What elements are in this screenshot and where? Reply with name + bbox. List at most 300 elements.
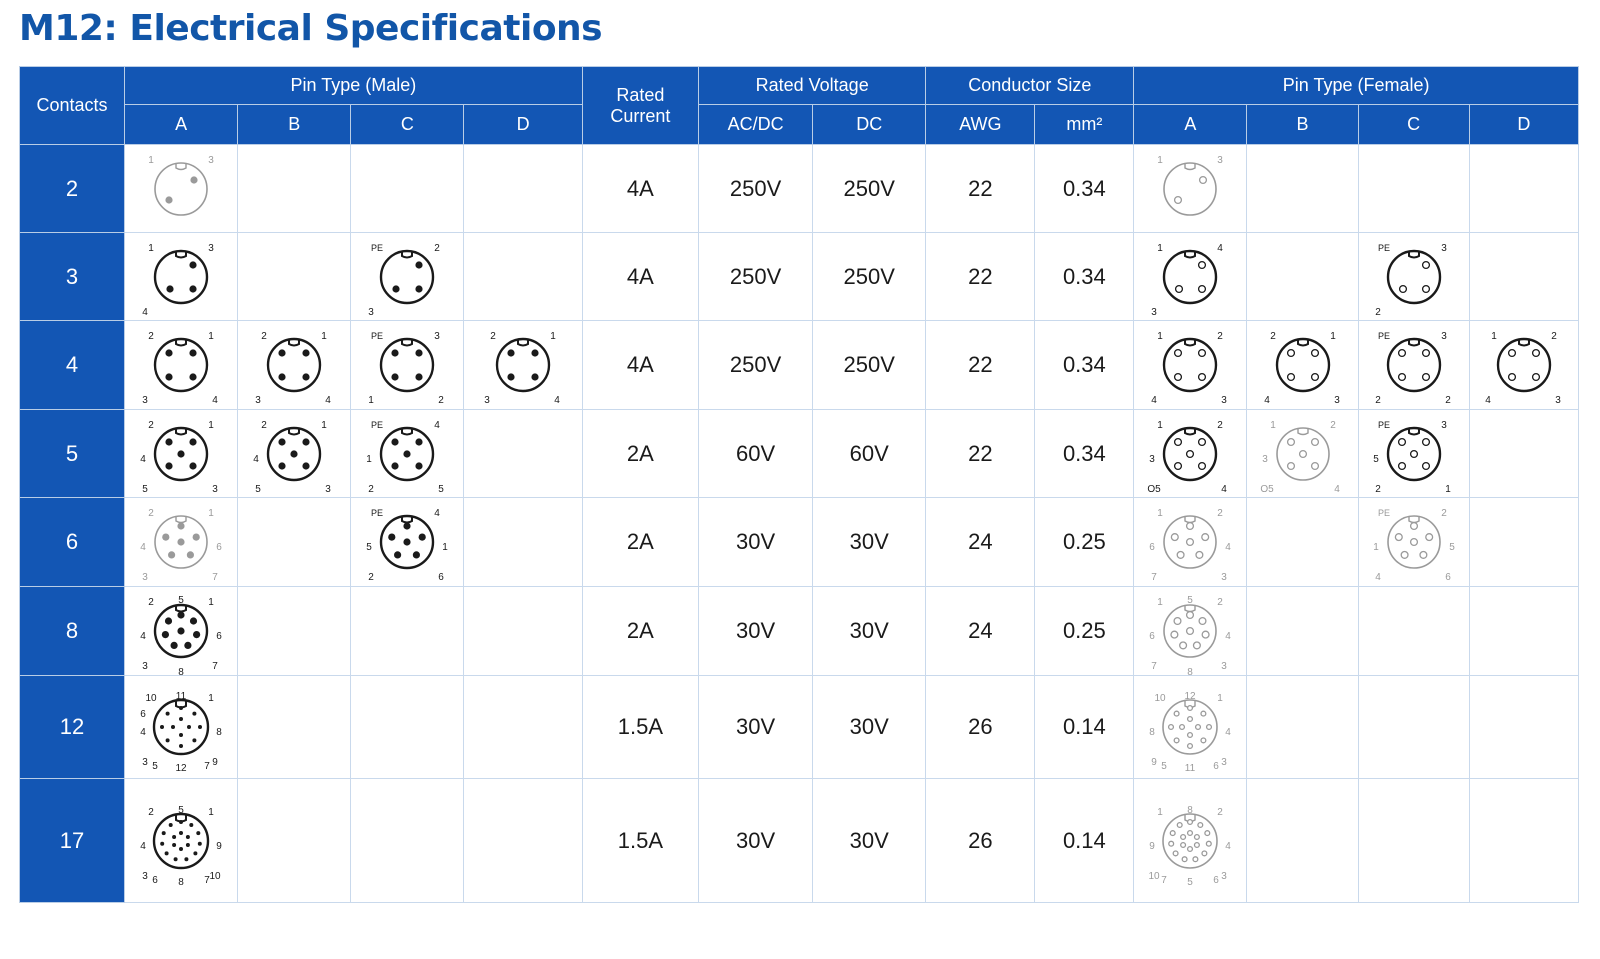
dc-voltage-cell: 250V	[813, 145, 926, 233]
contact-pin	[184, 857, 188, 861]
female-pin-cell-d	[1469, 233, 1578, 321]
pinout-diagram	[1374, 330, 1454, 406]
table-row	[20, 233, 1579, 321]
pin-label: 2	[434, 242, 441, 254]
rated-current-cell: 2A	[582, 498, 698, 587]
pin-label: 12	[1184, 691, 1196, 702]
male-pin-cell-b	[238, 587, 351, 676]
contact-pin	[1188, 830, 1193, 835]
m12-6pin-male-a-icon	[140, 507, 222, 583]
m12-2pin-female-a-icon	[1150, 154, 1230, 224]
contact-pin	[1198, 822, 1203, 827]
female-pin-cell-c	[1358, 676, 1469, 779]
contact-pin	[1169, 725, 1174, 730]
contact-pin	[1175, 462, 1182, 469]
contact-pin	[1202, 851, 1207, 856]
contact-pin	[1420, 552, 1427, 559]
pin-label: PE	[371, 508, 384, 518]
male-pin-cell-d	[464, 321, 582, 410]
pin-label: 3	[368, 306, 375, 318]
pin-label: 10	[1148, 870, 1160, 882]
pin-label: 9	[216, 840, 222, 852]
female-pin-cell-a	[1134, 321, 1247, 410]
m12-4pin-female-a-icon	[1150, 330, 1230, 406]
pin-label: 4	[140, 840, 146, 852]
pin-label: 6	[1149, 631, 1156, 642]
contact-pin	[303, 438, 310, 445]
m12-8pin-male-a-icon	[140, 595, 222, 678]
mm2-cell: 0.14	[1035, 779, 1134, 903]
male-pin-cell-b	[238, 233, 351, 321]
table-row	[20, 498, 1579, 587]
contact-pin	[1188, 733, 1193, 738]
pin-label: 5	[178, 595, 184, 606]
contact-pin	[1287, 438, 1294, 445]
m12-6pin-female-a-icon	[1149, 507, 1232, 583]
contact-pin	[532, 349, 539, 356]
pin-label: 2	[1329, 419, 1336, 431]
contact-pin	[1287, 374, 1294, 381]
contact-pin	[1193, 856, 1198, 861]
contact-pin	[165, 438, 172, 445]
contact-pin	[1171, 830, 1176, 835]
contact-pin	[508, 349, 515, 356]
female-pin-cell-d	[1469, 145, 1578, 233]
contact-pin	[1201, 738, 1206, 743]
pin-label: 1	[321, 331, 328, 342]
pin-label: 4	[253, 453, 260, 465]
header-female-d: D	[1469, 105, 1578, 145]
awg-cell: 24	[926, 498, 1035, 587]
pin-label: 1	[1217, 693, 1224, 704]
pinout-diagram	[1148, 804, 1232, 888]
contact-pin	[1205, 830, 1210, 835]
table-row	[20, 410, 1579, 498]
header-male-c: C	[351, 105, 464, 145]
pin-label: 5	[1187, 595, 1194, 606]
contact-pin	[193, 631, 200, 638]
pin-label: 2	[1217, 508, 1224, 519]
pinout-diagram	[367, 330, 447, 406]
pinout-diagram	[140, 507, 222, 583]
contact-pin	[1200, 176, 1207, 183]
pin-label: 1	[442, 542, 449, 553]
m12-4pin-female-d-icon	[1484, 330, 1564, 406]
contact-pin	[1311, 462, 1318, 469]
female-pin-cell-d	[1469, 676, 1578, 779]
contacts-count: 3	[20, 233, 125, 321]
contact-pin	[172, 843, 176, 847]
m12-4pin-male-c-icon	[367, 330, 447, 406]
contact-pin	[279, 462, 286, 469]
contact-pin	[198, 841, 202, 845]
pin-label: 1	[1269, 419, 1276, 431]
contact-pin	[184, 642, 191, 649]
m12-4pin-male-b-icon	[254, 330, 334, 406]
contacts-count: 5	[20, 410, 125, 498]
male-pin-cell-c	[351, 233, 464, 321]
pin-label: 2	[1551, 331, 1557, 342]
male-pin-cell-a	[125, 321, 238, 410]
pinout-diagram	[1150, 330, 1230, 406]
mm2-cell: 0.34	[1035, 233, 1134, 321]
pin-label: 10	[209, 870, 221, 882]
contact-pin	[1175, 711, 1180, 716]
female-pin-cell-c	[1358, 498, 1469, 587]
pin-label: 9	[1151, 757, 1158, 768]
contact-pin	[1401, 552, 1408, 559]
contact-pin	[1174, 851, 1179, 856]
pin-label: 4	[140, 631, 146, 642]
contacts-count: 6	[20, 498, 125, 587]
m12-6pin-male-c-icon	[366, 507, 449, 583]
contact-pin	[168, 551, 175, 558]
contact-pin	[1422, 350, 1429, 357]
contact-pin	[1422, 462, 1429, 469]
contact-pin	[1422, 285, 1429, 292]
contact-pin	[1183, 856, 1188, 861]
pin-label: 4	[434, 419, 441, 431]
female-pin-cell-a	[1134, 498, 1247, 587]
pin-label: 2	[1444, 395, 1451, 406]
contacts-count: 4	[20, 321, 125, 410]
pin-label: 3	[208, 242, 214, 254]
contact-pin	[1311, 438, 1318, 445]
contact-pin	[186, 835, 190, 839]
pin-label: 2	[148, 508, 154, 519]
contact-pin	[1188, 706, 1193, 711]
pin-label: 9	[212, 757, 218, 768]
contact-pin	[189, 823, 193, 827]
contact-pin	[196, 831, 200, 835]
contact-pin	[177, 627, 184, 634]
pin-label: 11	[1185, 763, 1196, 774]
contact-pin	[1398, 374, 1405, 381]
contact-pin	[1399, 285, 1406, 292]
contact-pin	[1180, 725, 1185, 730]
m12-5pin-female-b-icon	[1259, 419, 1343, 495]
ac-dc-voltage-cell: 30V	[698, 498, 812, 587]
pin-label: 5	[255, 483, 262, 495]
pin-label: O5	[1147, 483, 1162, 495]
connector-body	[155, 163, 207, 215]
header-ac-dc: AC/DC	[698, 105, 812, 145]
pin-label: 3	[1440, 419, 1447, 431]
awg-cell: 26	[926, 779, 1035, 903]
contact-pin	[189, 462, 196, 469]
table-row	[20, 145, 1579, 233]
pin-label: 5	[1448, 542, 1455, 553]
pin-label: 1	[208, 419, 214, 431]
pin-label: 3	[1221, 572, 1228, 583]
header-rated-current-label: Rated Current	[610, 84, 671, 126]
female-pin-cell-b	[1247, 321, 1358, 410]
pin-label: 8	[1187, 804, 1194, 816]
m12-6pin-female-c-icon	[1372, 507, 1455, 583]
m12-12pin-female-a-icon	[1149, 691, 1232, 774]
pin-label: 1	[1157, 154, 1164, 166]
contact-pin	[416, 261, 423, 268]
female-pin-cell-c	[1358, 587, 1469, 676]
ac-dc-voltage-cell: 250V	[698, 233, 812, 321]
contact-pin	[394, 551, 401, 558]
header-male-d: D	[464, 105, 582, 145]
male-pin-cell-a	[125, 587, 238, 676]
female-pin-cell-a	[1134, 145, 1247, 233]
pin-label: 1	[368, 395, 375, 406]
pin-label: PE	[1377, 508, 1390, 518]
connector-body	[1164, 339, 1216, 391]
pin-label: 11	[175, 691, 187, 702]
m12-5pin-female-a-icon	[1147, 419, 1230, 495]
male-pin-cell-a	[125, 779, 238, 903]
m12-3pin-male-a-icon	[141, 242, 221, 318]
m12-3pin-female-c-icon	[1374, 242, 1454, 318]
contact-pin	[1203, 631, 1210, 638]
ac-dc-voltage-cell: 30V	[698, 779, 812, 903]
pin-label: 4	[212, 395, 218, 406]
contact-pin	[404, 538, 411, 545]
contact-pin	[508, 373, 515, 380]
m12-4pin-male-a-icon	[141, 330, 221, 406]
header-male-b: B	[238, 105, 351, 145]
contact-pin	[1174, 618, 1181, 625]
contact-pin	[279, 373, 286, 380]
connector-body	[1388, 339, 1440, 391]
contact-pin	[1425, 534, 1432, 541]
pin-label: 3	[484, 395, 490, 406]
contact-pin	[177, 450, 184, 457]
contact-pin	[165, 349, 172, 356]
contact-pin	[165, 373, 172, 380]
m12-4pin-female-b-icon	[1263, 330, 1343, 406]
male-pin-cell-d	[464, 410, 582, 498]
pin-label: 5	[366, 542, 373, 553]
contact-pin	[162, 534, 169, 541]
pin-label: 3	[1221, 757, 1228, 768]
contact-pin	[1398, 350, 1405, 357]
male-pin-cell-d	[464, 779, 582, 903]
pin-label: 8	[1149, 727, 1156, 738]
contact-pin	[413, 551, 420, 558]
female-pin-cell-b	[1247, 498, 1358, 587]
contact-pin	[416, 438, 423, 445]
mm2-cell: 0.34	[1035, 410, 1134, 498]
pinout-diagram	[1374, 242, 1454, 318]
pin-label: 2	[148, 806, 154, 818]
contact-pin	[189, 285, 196, 292]
contact-pin	[1188, 819, 1193, 824]
contact-pin	[416, 285, 423, 292]
pin-label: 2	[1217, 806, 1224, 818]
male-pin-cell-b	[238, 779, 351, 903]
contact-pin	[1199, 374, 1206, 381]
contact-pin	[166, 738, 170, 742]
pinout-diagram	[141, 242, 221, 318]
header-pin-type-female: Pin Type (Female)	[1134, 67, 1579, 105]
pinout-diagram	[1372, 507, 1455, 583]
pin-label: 2	[438, 395, 445, 406]
pin-label: 2	[1217, 597, 1224, 608]
female-pin-cell-a	[1134, 676, 1247, 779]
pin-label: 1	[208, 597, 214, 608]
pin-label: 2	[1269, 331, 1276, 342]
m12-17pin-male-a-icon	[140, 804, 222, 888]
contact-pin	[179, 717, 183, 721]
pin-label: 4	[1333, 483, 1340, 495]
pinout-diagram	[1263, 330, 1343, 406]
contact-pin	[1199, 261, 1206, 268]
contact-pin	[1202, 534, 1209, 541]
contact-pin	[1287, 350, 1294, 357]
pin-label: 2	[261, 419, 268, 431]
connector-body	[1388, 251, 1440, 303]
pin-label: 1	[208, 693, 214, 704]
pin-label: 1	[1157, 597, 1164, 608]
pinout-diagram	[1259, 419, 1343, 495]
rated-current-cell: 2A	[582, 587, 698, 676]
pin-label: 2	[1374, 483, 1381, 495]
contact-pin	[1299, 450, 1306, 457]
contact-pin	[171, 725, 175, 729]
pin-label: 3	[142, 870, 148, 882]
mm2-cell: 0.25	[1035, 498, 1134, 587]
mm2-cell: 0.34	[1035, 321, 1134, 410]
female-pin-cell-d	[1469, 321, 1578, 410]
rated-current-cell: 4A	[582, 321, 698, 410]
contact-pin	[1196, 725, 1201, 730]
contact-pin	[171, 642, 178, 649]
pin-label: 2	[148, 419, 154, 431]
pin-label: 4	[325, 395, 332, 406]
contact-pin	[166, 285, 173, 292]
contact-pin	[1422, 261, 1429, 268]
contact-pin	[1187, 539, 1194, 546]
contact-pin	[177, 611, 184, 618]
header-conductor-size: Conductor Size	[926, 67, 1134, 105]
pin-label: 3	[1440, 242, 1447, 254]
pin-label: 3	[142, 572, 148, 583]
dc-voltage-cell: 30V	[813, 587, 926, 676]
pin-label: 4	[142, 306, 148, 318]
pin-label: 5	[1187, 876, 1194, 888]
contact-pin	[1199, 438, 1206, 445]
male-pin-cell-a	[125, 676, 238, 779]
pin-label: PE	[371, 331, 384, 341]
contact-pin	[186, 843, 190, 847]
contact-pin	[177, 522, 184, 529]
connector-body	[1498, 339, 1550, 391]
contact-pin	[291, 450, 298, 457]
contact-pin	[193, 851, 197, 855]
pin-label: 7	[1151, 661, 1158, 672]
contact-pin	[1422, 374, 1429, 381]
pin-label: 8	[1187, 667, 1194, 678]
contact-pin	[1178, 552, 1185, 559]
pin-label: 4	[1485, 395, 1491, 406]
pin-label: 3	[1221, 395, 1228, 406]
pin-label: 3	[1333, 395, 1340, 406]
female-pin-cell-a	[1134, 587, 1247, 676]
header-female-c: C	[1358, 105, 1469, 145]
pin-label: 1	[208, 806, 214, 818]
ac-dc-voltage-cell: 30V	[698, 587, 812, 676]
pin-label: PE	[371, 242, 384, 253]
connector-body	[1164, 163, 1216, 215]
contact-pin	[1175, 196, 1182, 203]
contact-pin	[1201, 711, 1206, 716]
pin-label: 8	[178, 667, 184, 678]
pin-label: 5	[178, 804, 184, 816]
contact-pin	[179, 847, 183, 851]
contact-pin	[419, 534, 426, 541]
male-pin-cell-c	[351, 321, 464, 410]
contact-pin	[160, 725, 164, 729]
contact-pin	[187, 551, 194, 558]
m12-4pin-female-c-icon	[1374, 330, 1454, 406]
pin-label: 3	[208, 154, 214, 166]
male-pin-cell-d	[464, 676, 582, 779]
pin-label: 12	[175, 763, 187, 774]
contacts-count: 17	[20, 779, 125, 903]
pin-label: 3	[142, 757, 148, 768]
pin-label: 8	[178, 876, 184, 888]
male-pin-cell-a	[125, 145, 238, 233]
pinout-diagram	[1149, 507, 1232, 583]
male-pin-cell-c	[351, 410, 464, 498]
awg-cell: 26	[926, 676, 1035, 779]
male-pin-cell-d	[464, 145, 582, 233]
header-contacts: Contacts	[20, 67, 125, 145]
contact-pin	[190, 617, 197, 624]
contact-pin	[303, 373, 310, 380]
header-female-a: A	[1134, 105, 1247, 145]
contact-pin	[169, 823, 173, 827]
contact-pin	[165, 617, 172, 624]
pin-label: 6	[1213, 761, 1220, 772]
pin-label: 6	[140, 709, 146, 720]
contact-pin	[1188, 846, 1193, 851]
pinout-diagram	[366, 507, 449, 583]
contact-pin	[1207, 841, 1212, 846]
header-dc: DC	[813, 105, 926, 145]
pin-label: 1	[1491, 331, 1497, 342]
pin-label: 6	[438, 572, 445, 583]
pin-label: 3	[212, 483, 218, 495]
male-pin-cell-b	[238, 145, 351, 233]
female-pin-cell-b	[1247, 587, 1358, 676]
m12-4pin-male-d-icon	[483, 330, 563, 406]
contact-pin	[1195, 842, 1200, 847]
table-row	[20, 779, 1579, 903]
contact-pin	[189, 349, 196, 356]
pin-label: 1	[148, 242, 154, 254]
rated-current-cell: 4A	[582, 145, 698, 233]
contact-pin	[166, 712, 170, 716]
pinout-diagram	[367, 242, 447, 318]
pin-label: 1	[550, 331, 556, 342]
female-pin-cell-b	[1247, 233, 1358, 321]
pin-label: 5	[152, 761, 158, 772]
contact-pin	[1199, 462, 1206, 469]
male-pin-cell-b	[238, 676, 351, 779]
pin-label: 7	[1161, 874, 1168, 886]
pin-label: 2	[490, 331, 496, 342]
male-pin-cell-b	[238, 321, 351, 410]
m12-5pin-male-c-icon	[366, 419, 447, 495]
connector-body	[1164, 251, 1216, 303]
m12-3pin-female-a-icon	[1150, 242, 1230, 318]
